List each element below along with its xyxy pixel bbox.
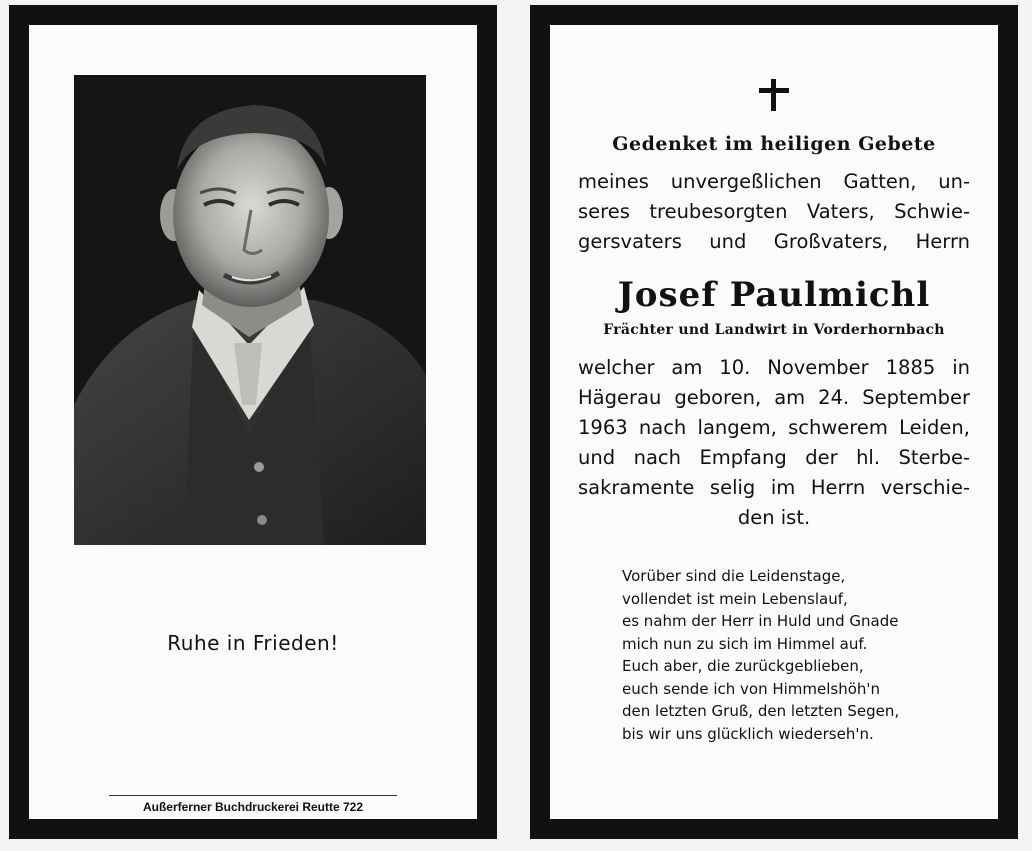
poem-line: mich nun zu sich im Himmel auf.: [622, 634, 868, 653]
detail-line: welcher am 10. November 1885 in: [578, 356, 970, 379]
cross-icon: [759, 79, 789, 115]
left-memorial-card: [9, 5, 497, 839]
right-memorial-card: [530, 5, 1018, 839]
intro-heading: Gedenket im heiligen Gebete: [612, 133, 936, 155]
intro-line: meines unvergeßlichen Gatten, un-: [578, 170, 970, 193]
right-card-panel: [550, 25, 998, 819]
deceased-name: Josef Paulmichl: [617, 275, 931, 315]
poem-line: es nahm der Herr in Huld und Gnade: [622, 612, 899, 630]
life-details: [578, 353, 970, 533]
detail-line: und nach Empfang der hl. Sterbe-: [578, 446, 970, 469]
detail-line: sakramente selig im Herrn verschie-: [578, 476, 970, 499]
poem-line: vollendet ist mein Lebenslauf,: [622, 589, 848, 608]
intro-line: seres treubesorgten Vaters, Schwie-: [578, 200, 970, 223]
poem-line: Euch aber, die zurückgeblieben,: [622, 657, 864, 675]
farewell-text: Ruhe in Frieden!: [167, 631, 339, 655]
detail-line: Hägerau geboren, am 24. September: [578, 386, 970, 409]
detail-line: 1963 nach langem, schwerem Leiden,: [578, 416, 970, 439]
detail-line: den ist.: [737, 506, 811, 529]
portrait-photo: [74, 75, 426, 545]
left-card-panel: [29, 25, 477, 819]
intro-line: gersvaters und Großvaters, Herrn: [578, 230, 970, 253]
printer-imprint: Außerferner Buchdruckerei Reutte 722: [109, 795, 397, 814]
occupation: Frächter und Landwirt in Vorderhornbach: [603, 322, 945, 338]
poem-line: bis wir uns glücklich wiederseh'n.: [622, 724, 874, 743]
poem-line: Vorüber sind die Leidenstage,: [622, 567, 846, 585]
memorial-poem: [622, 565, 958, 745]
poem-line: den letzten Gruß, den letzten Segen,: [622, 702, 900, 720]
poem-line: euch sende ich von Himmelshöh'n: [622, 679, 881, 698]
intro-paragraph: [578, 167, 970, 257]
